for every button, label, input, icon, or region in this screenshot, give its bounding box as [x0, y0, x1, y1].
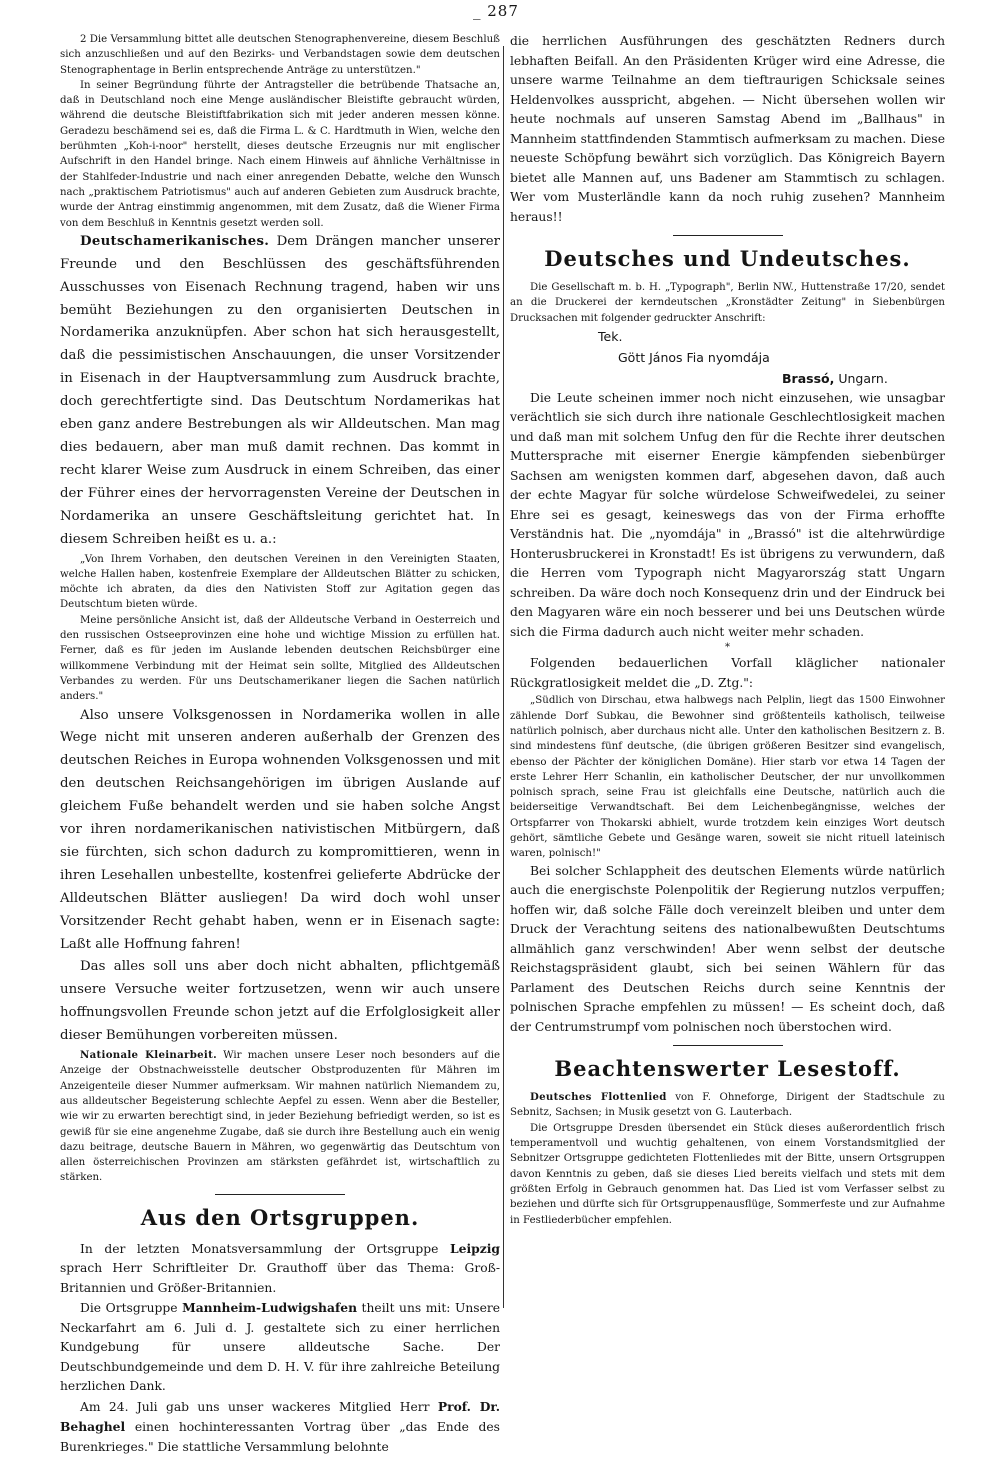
- left-column: [60, 32, 501, 1454]
- quote-paragraph-1: „Von Ihrem Vorhaben, den deutschen Vereinen in den Vereinigten Staaten, welche Hallen haben, kostenfreie Exemplare der Alldeutschen Blätter zu schicken, möchte ich abraten, da dies den Nativisten Stoff zur Agitation gegen das Deutschtum bieten würde.: [60, 553, 500, 611]
- justification-paragraph: In seiner Begründung führte der Antragsteller die betrübende Thatsache an, daß in Deutschland noch eine Menge ausländischer Bleistifte gebraucht würden, während die deutsche Bleistiftfabrikation sich mit jeder anderen messen könne. Geradezu beschämend sei es, daß die Firma L. & C. Hardtmuth in Wien, welche den berühmten „Koh-i-noor" herstellt, dieses deutsche Erzeugnis nur mit englischer Aufschrift in den Handel bringe. Nach einem Hinweis auf ähnliche Verhältnisse in der Stahlfeder-Industrie und nach einer anregenden Debatte, welche den Wunsch nach „praktischem Patriotismus" auch auf anderen Gebieten zum Ausdruck brachte, wurde der Antrag einstimmig angenommen, mit dem Zusatz, daß die Wiener Firma von dem Beschluß in Kenntnis gesetzt werden soll.: [60, 79, 500, 229]
- leipzig-text-b: sprach Herr Schriftleiter Dr. Grauthoff über das Thema: Groß-Britannien und Größer-Britannien.: [60, 1261, 500, 1295]
- mannheim-text-a: Die Ortsgruppe: [80, 1301, 183, 1316]
- kleinarbeit-lead: Nationale Kleinarbeit.: [80, 1049, 217, 1062]
- flottenlied-text: von F. Ohneforge, Dirigent der Stadtschule zu Sebnitz, Sachsen; in Musik gesetzt von G. Lauterbach.: [510, 1092, 945, 1119]
- section-divider: [215, 1194, 345, 1195]
- page-number: _ 287: [473, 2, 519, 20]
- deutschamerikanisches-paragraph: [60, 231, 500, 552]
- leute-paragraph: Die Leute scheinen immer noch nicht einzusehen, wie unsagbar verächtlich sie sich durch ihre nationale Geschlechtlosigkeit machen und daß man mit solchem Unfug den für die Rechte ihrer deutschen Muttersprache mit eiserner Energie kämpfenden siebenbürger Sachsen am wenigsten kommen darf, abgesehen davon, daß auch der echte Magyar für solche würdelose Schweifwedelei, zu seiner Ehre sei es gesagt, keineswegs das von der Firma erhoffte Verständnis hat. Die „nyomdája" in „Brassó" ist die altehrwürdige Honterusbruckerei in Kronstadt! Es ist übrigens zu verwundern, daß die Herren vom Typograph nicht Magyarország statt Ungarn schreiben. Da wäre doch noch Konsequenz drin und der Eindruck bei den Magyaren wäre ein noch besserer und bei uns Deutschen würde sich die Firma dadurch auch nicht weiter mehr schaden.: [510, 390, 945, 639]
- undeutsches-heading: Deutsches und Undeutsches.: [544, 246, 911, 271]
- flottenlied-lead: Deutsches Flottenlied: [530, 1091, 667, 1104]
- deutschamerikanisches-text: Dem Drängen mancher unserer Freunde und den Beschlüssen des geschäftsführenden Ausschusses von Eisenach Rechnung tragend, haben wir uns bemüht Beziehungen zu den organisierten Deutschen in Nordamerika anzuknüpfen. Aber schon hat sich herausgestellt, daß die pessimistischen Anschauungen, die unser Vorsitzender in Eisenach in der Hauptversammlung zum Ausdruck brachte, doch gerechtfertigte sind. Das Deutschtum Nordamerikas hat eben ganz andere Bestrebungen als wir Alldeutschen. Man mag dies bedauern, aber man muß damit rechnen. Das kommt in recht klarer Weise zum Ausdruck in einem Schreiben, das einer der Führer eines der hervorragensten Vereine der Deutschen in Nordamerika an unsere Geschäftsleitung gerichtet hat. In diesem Schreiben heißt es u. a.:: [60, 233, 500, 547]
- kleinarbeit-text: Wir machen unsere Leser noch besonders auf die Anzeige der Obstnachweisstelle deutscher Obstproduzenten für Mähren im Anzeigenteile dieser Nummer aufmerksam. Wir mahnen natürlich Niemandem zu, aus alldeutscher Begeisterung schlechte Aepfel zu essen. Wenn aber die Besteller, wie wir zu erwarten berechtigt sind, in jeder Beziehung befriedigt werden, so ist es gewiß für sie eine angenehme Zugabe, daß sie durch ihre Bestellung auch ein wenig dazu beitrage, deutsche Bauern in Mähren, wo gegenwärtig das Deutschtum von allen österreichischen Provinzen am stärksten gefährdet ist, wirtschaftlich zu stärken.: [60, 1050, 501, 1184]
- right-column: [510, 32, 945, 1322]
- mannheim-text-b: theilt uns mit: Unsere Neckarfahrt am 6. Juli d. J. gestaltete sich zu einer herrlichen Kundgebung für unsere alldeutsche Sache. Der Deutschbundgemeinde und dem D. H. V. für ihre zahlreiche Beteilung herzlichen Dank.: [60, 1301, 501, 1394]
- typograph-paragraph: Die Gesellschaft m. b. H. „Typograph", Berlin NW., Huttenstraße 17/20, sendet an die Druckerei der kerndeutschen „Kronstädter Zeitung" in Siebenbürgen Drucksachen mit folgender gedruckter Anschrift:: [510, 282, 945, 324]
- mannheim-paragraph: [60, 1298, 500, 1397]
- mannheim-bold: Mannheim-Ludwigshafen: [182, 1300, 358, 1316]
- dirschau-quote: „Südlich von Dirschau, etwa halbwegs nach Pelplin, liegt das 1500 Einwohner zählende Dorf Subkau, die Bewohner sind größtenteils katholisch, teilweise natürlich polnisch, aber durchaus nicht alle. Unter den katholischen Besitzern z. B. sind mindestens fünf deutsche, (die übrigen größeren Besitzer sind evangelisch, ebenso der Pächter der königlichen Domäne). Hier starb vor etwa 14 Tagen der erste Lehrer Herr Schanlin, ein katholischer Deutscher, der nur unvollkommen polnisch sprach, seine Frau ist gleichfalls eine Deutsche, natürlich auch die beiderseitige Verwandtschaft. Bei dem Leichenbegängnisse, welches der Ortspfarrer von Thokarski abhielt, wurde trotzdem kein einziges Wort deutsch gehört, sämtliche Gebete und Gesänge waren, soweit sie nicht rituell lateinisch waren, polnisch!": [510, 695, 945, 860]
- vorfall-paragraph: Folgenden bedauerlichen Vorfall kläglicher nationaler Rückgratlosigkeit meldet die „D. Ztg.":: [510, 656, 945, 690]
- address-tek: Tek.: [598, 328, 623, 344]
- section-divider: [673, 1045, 783, 1046]
- abhalten-paragraph: Das alles soll uns aber doch nicht abhalten, pflichtgemäß unsere Versuche weiter fortzusetzen, wenn wir auch unsere hoffnungsvollen Freunde schon jetzt auf die Erfolglosigkeit aller dieser Bemühungen vorbereiten müssen.: [60, 959, 500, 1044]
- leipzig-bold: Leipzig: [450, 1240, 500, 1256]
- ortsgruppen-heading: Aus den Ortsgruppen.: [140, 1204, 420, 1230]
- behaghel-text-b: einen hochinteressanten Vortrag über „das Ende des Burenkrieges." Die stattliche Versammlung belohnte: [60, 1420, 500, 1454]
- kleinarbeit-paragraph: [60, 1048, 500, 1186]
- leipzig-paragraph: [60, 1239, 500, 1299]
- lesestoff-heading: Beachtenswerter Lesestoff.: [554, 1056, 901, 1082]
- quote-paragraph-2: Meine persönliche Ansicht ist, daß der Alldeutsche Verband in Oesterreich und den russischen Ostseeprovinzen eine hohe und wichtige Mission zu erfüllen hat. Ferner, daß es für jeden im Auslande lebenden deutschen Reichsbürger eine willkommene Verbindung mit der Heimat sein sollte, Mitglied des Alldeutschen Verbandes zu werden. Für uns Deutschamerikaner liegen die Sachen natürlich anders.": [60, 614, 500, 703]
- column-divider: [503, 46, 504, 1308]
- address-city-bold: Brassó,: [782, 370, 835, 386]
- volksgenossen-paragraph: Also unsere Volksgenossen in Nordamerika wollen in alle Wege nicht mit unseren anderen außerhalb der Grenzen des deutschen Reiches in Europa wohnenden Volksgenossen und mit den deutschen Reichsangehörigen im übrigen Auslande auf gleichem Fuße behandelt werden und sie haben solche Angst vor ihren nordamerikanischen nativistischen Mitbürgern, daß sie fürchten, sich schon dadurch zu kompromittieren, wenn in ihren Lesehallen unbestellte, kostenfrei gelieferte Abdrücke der Alldeutschen Blätter ausliegen! Da wird doch wohl unser Vorsitzender Recht gehabt haben, wenn er in Eisenach sagte: Laßt alle Hoffnung fahren!: [60, 707, 500, 952]
- deutschamerikanisches-lead: Deutschamerikanisches.: [80, 233, 270, 249]
- section-divider: [673, 235, 783, 236]
- flottenlied-paragraph: [510, 1090, 945, 1121]
- behaghel-bold: Prof. Dr. Behaghel: [60, 1398, 500, 1435]
- resolution-paragraph: 2 Die Versammlung bittet alle deutschen Stenographenvereine, diesem Beschluß sich anzuschließen und auf den Bezirks- und Verbandstagen sowie dem deutschen Stenographentage in Berlin entsprechende Anträge zu unterstützen.": [60, 34, 500, 76]
- address-country: Ungarn.: [834, 370, 888, 386]
- dresden-paragraph: Die Ortsgruppe Dresden übersendet ein Stück dieses außerordentlich frisch temperamentvoll und wuchtig gehaltenen, von einem Vorstandsmitglied der Sebnitzer Ortsgruppe gedichteten Flottenliedes mit der Bitte, unsern Ortsgruppen davon Kenntnis zu geben, daß sie dieses Lied bereits vielfach und stets mit dem größten Erfolg in Gebrauch genommen hat. Das Lied ist vom Verfasser selbst zu beziehen und dürfte sich für Ortsgruppenausflüge, Sommerfeste und zur Aufnahme in Festliederbücher empfehlen.: [510, 1122, 945, 1226]
- schlappheit-paragraph: Bei solcher Schlappheit des deutschen Elements würde natürlich auch die energischste Polenpolitik der Regierung nutzlos verpuffen; hoffen wir, daß solche Fälle doch vereinzelt bleiben und unter dem Druck der Verachtung seitens des nationalbewußten Deutschtums allmählich ganz verschwinden! Aber wenn selbst der deutsche Reichstagspräsident glaubt, sich bei seinen Wählern für das Parlament des Deutschen Reichs durch seine Kenntnis der polnischen Sprache empfehlen zu müssen! — Es scheint doch, daß der Centrumstrumpf vom polnischen noch überstochen wird.: [510, 863, 945, 1034]
- behaghel-paragraph: [60, 1397, 500, 1457]
- address-printer: Gött János Fia nyomdája: [618, 349, 770, 365]
- asterisk-divider: *: [725, 642, 730, 654]
- address-city: [510, 368, 945, 389]
- continuation-paragraph: die herrlichen Ausführungen des geschätzten Redners durch lebhaften Beifall. An den Präsidenten Krüger wird eine Adresse, die unsere warme Teilnahme an dem tieftraurigen Schicksale seines Heldenvolkes ausspricht, abgehen. — Nicht übersehen wollen wir heute nochmals auf unseren Samstag Abend im „Ballhaus" in Mannheim stattfindenden Stammtisch aufmerksam zu machen. Diese neueste Schöpfung bewährt sich vorzüglich. Das Königreich Bayern bietet alle Mannen auf, uns Badener am Stammtisch zu schlagen. Wer vom Musterländle kann da noch ruhig zusehen? Mannheim heraus!!: [510, 34, 945, 224]
- leipzig-text-a: In der letzten Monatsversammlung der Ortsgruppe: [80, 1241, 450, 1256]
- behaghel-text-a: Am 24. Juli gab uns unser wackeres Mitglied Herr: [80, 1399, 438, 1414]
